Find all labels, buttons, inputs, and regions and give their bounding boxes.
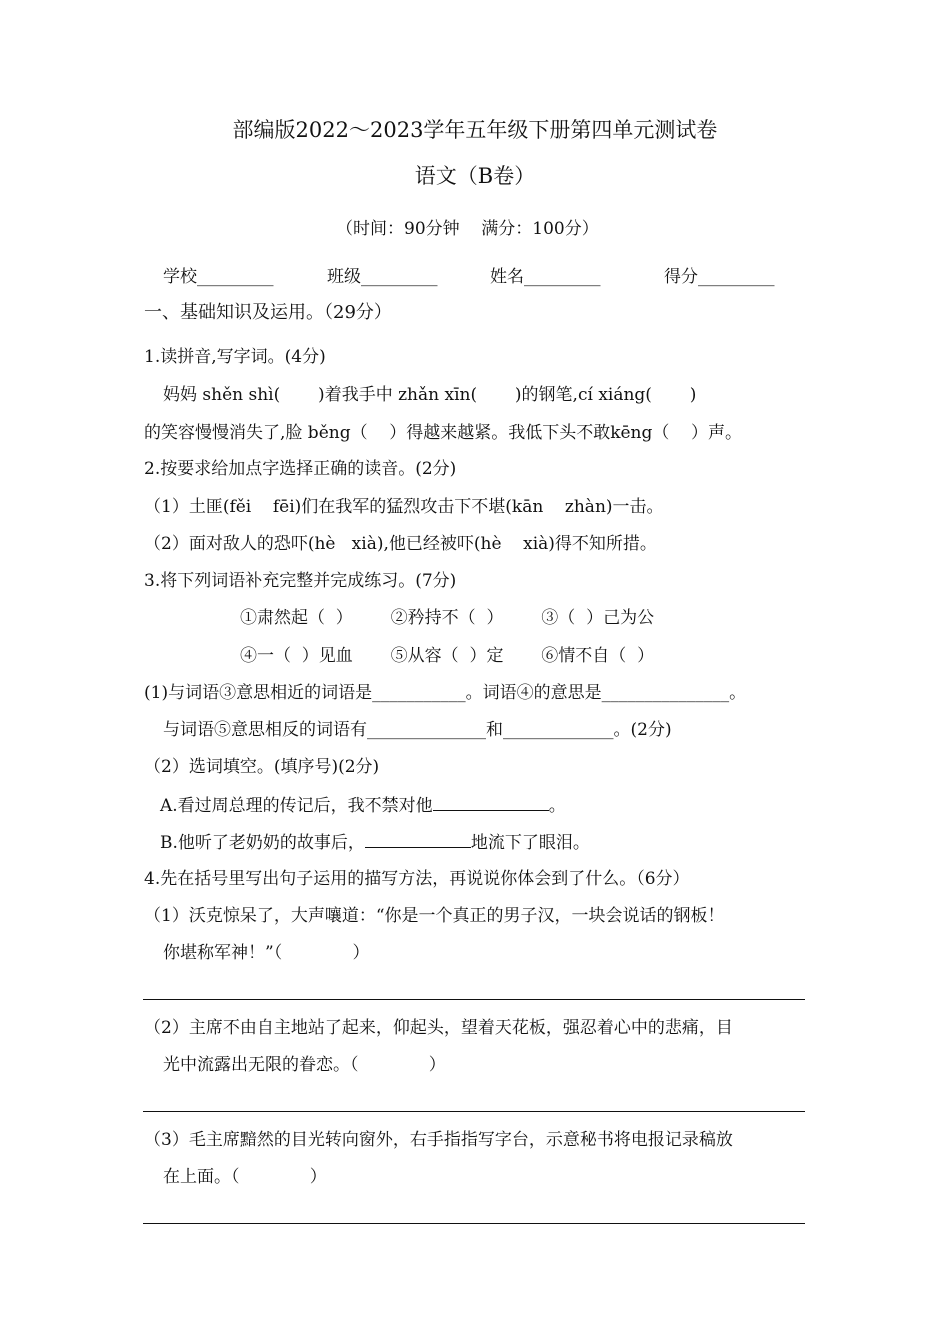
q4-item1-line2: 你堪称军神！”（ ）	[163, 943, 370, 963]
q3-sub2-a	[160, 794, 566, 817]
answer-blank[interactable]	[433, 794, 549, 811]
q4-item3-line2: 在上面。（ ）	[163, 1167, 327, 1187]
q1-title: 1.读拼音,写字词。(4分)	[144, 347, 326, 367]
q2-item2: （2）面对敌人的恐吓(hè xià),他已经被吓(hè xià)得不知所措。	[144, 534, 657, 554]
page-title: 部编版2022～2023学年五年级下册第四单元测试卷	[232, 118, 718, 142]
q3-sub2-a-prefix: A.看过周总理的传记后，我不禁对他	[160, 796, 433, 816]
q1-line2: 的笑容慢慢消失了,脸 běng（ ）得越来越紧。我低下头不敢kēng（ ）声。	[144, 423, 743, 443]
q3-words-row2: ④一（ ）见血 ⑤从容（ ）定 ⑥情不自（ ）	[240, 646, 655, 666]
q3-sub2-b-suffix: 地流下了眼泪。	[470, 833, 590, 853]
q4-item3-line1: （3）毛主席黯然的目光转向窗外，右手指指写字台，示意秘书将电报记录稿放	[144, 1130, 733, 1150]
answer-blank[interactable]	[365, 831, 471, 848]
name-field[interactable]: 姓名_________	[490, 267, 601, 287]
q4-item2-line1: （2）主席不由自主地站了起来，仰起头，望着天花板，强忍着心中的悲痛，目	[144, 1018, 733, 1038]
q4-title: 4.先在括号里写出句子运用的描写方法，再说说你体会到了什么。（6分）	[144, 869, 690, 889]
q4-item1-line1: （1）沃克惊呆了，大声嚷道：“你是一个真正的男子汉，一块会说话的钢板！	[144, 906, 725, 926]
q2-item1: （1）土匪(fěi fēi)们在我军的猛烈攻击下不堪(kān zhàn)一击。	[144, 497, 664, 517]
answer-line[interactable]	[143, 999, 805, 1000]
q1-line1: 妈妈 shěn shì( )着我手中 zhǎn xīn( )的钢笔,cí xiáng( )	[163, 385, 697, 405]
q3-sub2-b-prefix: B.他听了老奶奶的故事后，	[160, 833, 365, 853]
time-info: （时间：90分钟 满分：100分）	[336, 219, 599, 239]
q3-sub2-b	[160, 831, 590, 854]
q3-sub2-a-suffix: 。	[548, 796, 566, 816]
q3-words-row1: ①肃然起（ ） ②矜持不（ ） ③（ ）己为公	[240, 608, 655, 628]
score-field[interactable]: 得分_________	[664, 267, 775, 287]
q3-sub2-title: （2）选词填空。(填序号)(2分)	[144, 757, 380, 777]
answer-line[interactable]	[143, 1111, 805, 1112]
answer-line[interactable]	[143, 1223, 805, 1224]
page-subtitle: 语文（B卷）	[414, 164, 536, 188]
q2-title: 2.按要求给加点字选择正确的读音。(2分)	[144, 459, 457, 479]
class-field[interactable]: 班级_________	[327, 267, 438, 287]
q3-sub1-line1: (1)与词语③意思相近的词语是___________。词语④的意思是_______________。	[144, 683, 747, 703]
q4-item2-line2: 光中流露出无限的眷恋。（ ）	[163, 1055, 446, 1075]
section-heading: 一、基础知识及运用。（29分）	[144, 302, 392, 323]
q3-title: 3.将下列词语补充完整并完成练习。(7分)	[144, 571, 457, 591]
school-field[interactable]: 学校_________	[163, 267, 274, 287]
q3-sub1-line2: 与词语⑤意思相反的词语有______________和_____________。(2分)	[163, 720, 672, 740]
